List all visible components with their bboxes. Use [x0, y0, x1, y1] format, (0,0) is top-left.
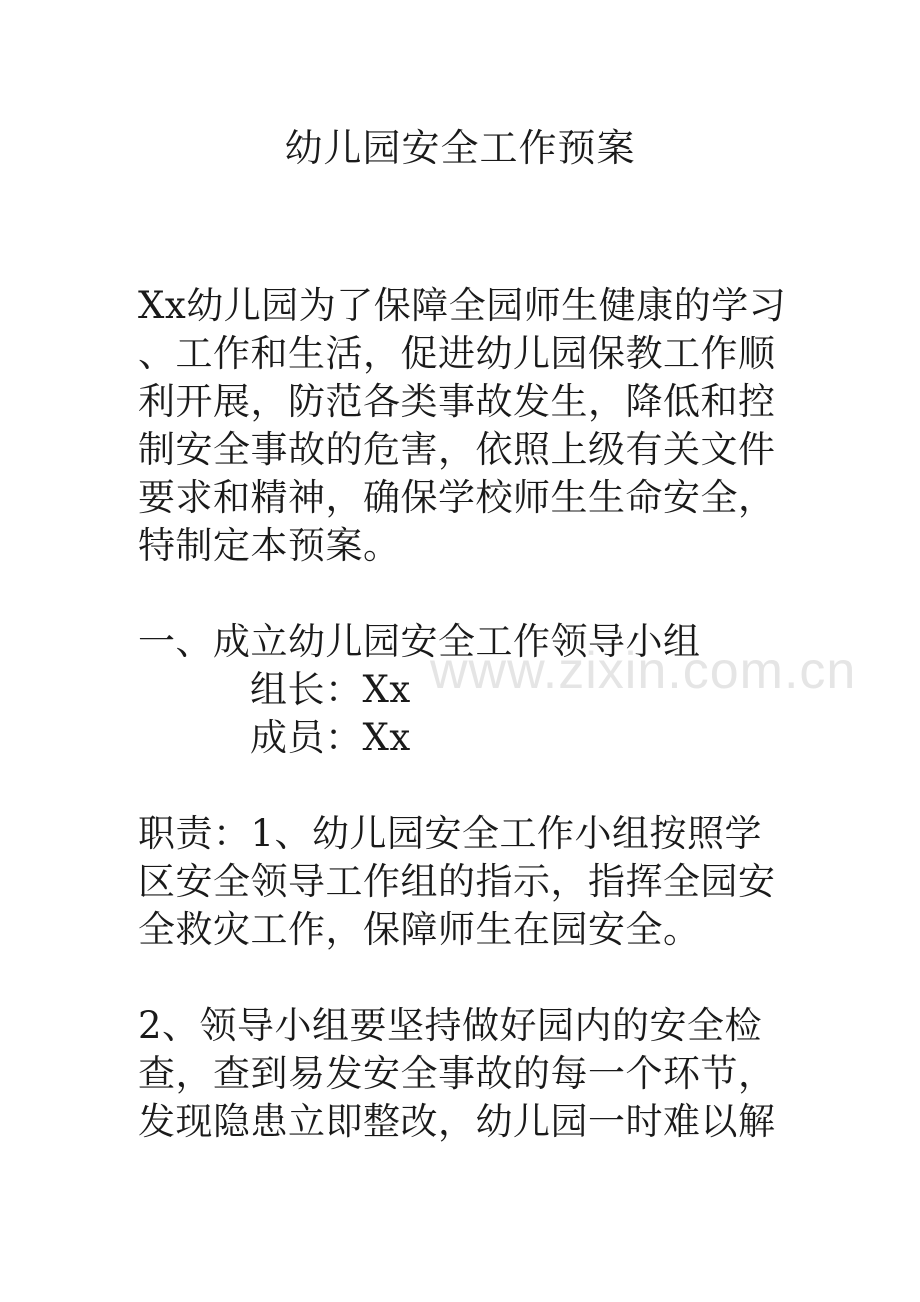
members-line: 成员：Xx — [250, 716, 411, 759]
intro-line: 、工作和生活，促进幼儿园保教工作顺 — [138, 332, 776, 375]
duty-line: 查，查到易发安全事故的每一个环节， — [138, 1052, 776, 1095]
intro-line: 要求和精神，确保学校师生生命安全， — [138, 476, 776, 519]
duty-line: 发现隐患立即整改，幼儿园一时难以解 — [138, 1100, 776, 1143]
intro-line: Xx幼儿园为了保障全园师生健康的学习 — [138, 284, 787, 327]
intro-line: 制安全事故的危害，依照上级有关文件 — [138, 428, 776, 471]
intro-line: 利开展，防范各类事故发生，降低和控 — [138, 380, 776, 423]
intro-line: 特制定本预案。 — [138, 524, 401, 567]
watermark: www.zixin.com.cn — [430, 642, 857, 700]
leader-line: 组长：Xx — [250, 668, 411, 711]
duty-line: 区安全领导工作组的指示，指挥全园安 — [138, 860, 776, 903]
duty-line: 2、领导小组要坚持做好园内的安全检 — [138, 1004, 763, 1047]
document-title: 幼儿园安全工作预案 — [284, 126, 636, 170]
duty-line: 全救灾工作，保障师生在园安全。 — [138, 908, 701, 951]
duty-line: 职责：1、幼儿园安全工作小组按照学 — [138, 812, 763, 855]
section-heading: 一、成立幼儿园安全工作领导小组 — [138, 620, 701, 663]
